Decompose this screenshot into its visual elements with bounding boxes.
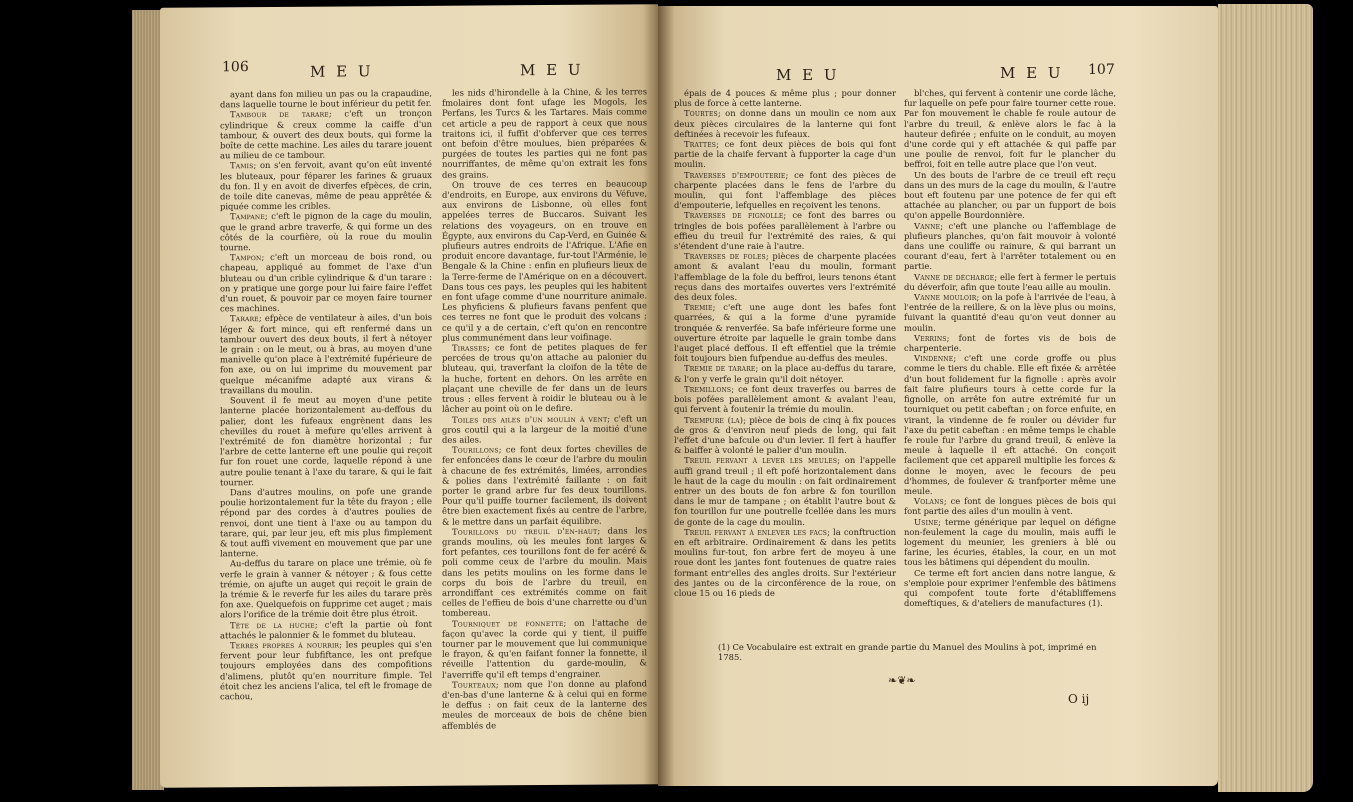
entry-term: Vanne de décharge bbox=[914, 271, 995, 282]
entry bbox=[220, 159, 432, 211]
running-head-left: M E U bbox=[310, 62, 374, 81]
entry-text: Un des bouts de l'arbre de ce treuil eft reçu dans un des murs de la cage du moulin, & l'autre bout eft foutenu par une potence de fer qui eft attachée au plancher, ou par un fupport de bois qu'on appelle Bourdonnière. bbox=[904, 169, 1116, 221]
left-column-1 bbox=[220, 88, 432, 709]
entry bbox=[442, 617, 647, 680]
entry-term: Trattes bbox=[684, 139, 717, 150]
entry-text: ; c'eft une planche ou l'affemblage de plufieurs planches, qu'on fait mouvoir à volonté dans une couliffe ou rainure, & qui barrant un courant d'eau, fert à l'arrêter totalement ou en partie. bbox=[904, 220, 1116, 272]
page-edges bbox=[1218, 4, 1313, 792]
entry bbox=[220, 557, 432, 620]
entry-text: ; les peuples qui s'en fervent pour leur fubfiftance, les ont prefque toujours employées dans des compofitions d'alimens, plutôt qu'en nourriture fimple. Tel étoit chez les anciens l'alica, tel eft le fromage de cachou, bbox=[220, 638, 432, 702]
entry bbox=[674, 170, 896, 211]
entry-text: ; dans les grands moulins, où les meules font larges & fort pefantes, ces tourillons font de fer acéré & poli comme ceux de l'arbre du moulin. Mais dans les petits moulins on les forme dans le corps du bois de l'arbre du treuil, en arrondiffant ces extrémités comme on fait celles de l'effieu de bois d'une charrette ou d'un tombereau. bbox=[442, 525, 648, 619]
page-number: 107 bbox=[1088, 62, 1115, 78]
entry-text: ; pièce de bois de cinq à fix pouces de gros & d'environ neuf pieds de long, qui fait l'effet d'une bafcule ou d'un levier. Il fert à hauffer & baiffer à volonté le palier d'un moulin. bbox=[674, 414, 896, 456]
entry bbox=[904, 568, 1116, 609]
entry-term: Tarare bbox=[230, 313, 259, 324]
entry bbox=[674, 415, 896, 456]
entry-term: Vanne bbox=[914, 220, 941, 231]
entry-text: ; c'eft le pignon de la cage du moulin, que le grand arbre traverfe, & qui forme un des côtés de la courfière, où la roue du moulin tourne. bbox=[220, 210, 432, 253]
entry-text: ; font de fortes vis de bois de charpenterie. bbox=[904, 332, 1116, 354]
entry bbox=[674, 88, 896, 108]
entry-term: Tamis bbox=[230, 160, 254, 171]
entry bbox=[904, 170, 1116, 221]
entry-text: ; c'eft un tronçon cylindrique & creux comme la caiffe d'un tambour, & ouvert des deux bouts, qui forme la boîte de cette machine. Les ailes du tarare jouent au milieu de ce tambour. bbox=[220, 108, 432, 161]
entry-text: ; on la pofe à l'arrivée de l'eau, à l'entrée de la reillere, & on la lève plus ou moins, fuivant la quantité d'eau qu'on veut donner au moulin. bbox=[904, 292, 1116, 333]
page-number: 106 bbox=[222, 59, 249, 76]
entry bbox=[220, 394, 432, 487]
entry-text: Dans d'autres moulins, on pofe une grande poulie horizontalement fur la tête du frayon ; elle répond par des cordes à d'autres poulies de renvoi, dont une tient à l'axe ou au tampon du tarare, qui, par leur jeu, eft mis plus fimplement & tout auffi vivement en mouvement que par une lanterne. bbox=[220, 485, 432, 559]
entry-text: Au-deffus du tarare on place une trémie, où fe verfe le grain à vanner & nétoyer ; & fous cette trémie, on ajufte un auget qui reçoit le grain de la trémie & le reverfe fur les ailes du tarare près fon axe. Quelquefois on fupprime cet auget ; mais alors l'orifice de la trémie doit être plus étroit. bbox=[220, 557, 432, 620]
running-head-left: M E U bbox=[776, 66, 840, 84]
entry-text: ayant dans fon milieu un pas ou la crapaudine, dans laquelle tourne le bout inférieur du petit fer. bbox=[220, 87, 432, 110]
entry bbox=[904, 496, 1116, 516]
entry-text: ; ce font des barres ou tringles de bois pofées parallèlement à l'arbre ou effieu du treuil fur l'extrémité des raies, & qui s'étendent d'une raie à l'autre. bbox=[674, 210, 896, 252]
entry bbox=[904, 88, 1116, 170]
entry-term: Tremie de tarare bbox=[684, 363, 756, 374]
entry-term: Volans bbox=[914, 496, 944, 507]
entry-text: ; elle fert à fermer le pertuis du déverfoir, afin que toute l'eau aille au moulin. bbox=[904, 271, 1116, 292]
entry-text: ; c'eft une auge dont les bafes font quarrées, & qui a la forme d'une pyramide tronquée & renverfée. Sa bafe inférieure forme une ouverture étroite par laquelle le grain tombe dans l'auget placé deffous. Il eft effentiel que la trémie foit toujours bien fufpendue au-deffus des meules. bbox=[674, 302, 896, 364]
entry-term: Tampane bbox=[230, 211, 265, 222]
entry bbox=[904, 517, 1116, 568]
entry-text: ; ce font des pièces de charpente placées dans le fens de l'arbre du moulin, qui font l'affemblage des pièces d'empouterie, lefquelles en reçoivent les tenons. bbox=[674, 169, 896, 211]
entry-text: Souvent il fe meut au moyen d'une petite lanterne placée horizontalement au-deffous du palier, dont les fufeaux engrènent dans les chevilles du rouet à mefure qu'elles arrivent à l'extrémité de fon diamètre horizontal ; fur l'arbre de cette lanterne eft une poulie qui reçoit fur fon rouet une corde, laquelle répond à une autre poulie tenant à l'axe du tarare, & qui le fait tourner. bbox=[220, 393, 432, 488]
entry-text: ; on l'attache de façon qu'avec la corde qui y tient, il puiffe tourner par le mouvement que lui communique le frayon, & qu'en faifant fonner la fonnette, il réveille l'attention du garde-moulin, & l'averriffe qu'il eft temps d'engrainer. bbox=[442, 616, 647, 680]
entry-term: Tourteaux bbox=[452, 679, 496, 690]
entry-term: Tourtes bbox=[684, 108, 718, 119]
entry-term: Tirasses bbox=[452, 342, 488, 353]
entry-text: ; nom que l'on donne au plafond d'en-bas d'une lanterne & à celui qui en forme le deffus : on fait ceux de la lanterne des meules de morceaux de bois de chêne bien affemblés de bbox=[442, 678, 647, 731]
entry bbox=[674, 527, 896, 598]
entry-text: ; on l'appelle auffi grand treuil ; il eft pofé horizontalement dans le haut de la cage du moulin : on fait ordinairement entrer un des bouts de fon arbre & fon tourillon dans le mur de tampane ; on établit l'autre bout & fon tourillon fur une poutrelle fcellée dans les murs de gonte de la cage du moulin. bbox=[674, 455, 896, 527]
entry-text: ; ce font de longues pièces de bois qui font partie des ailes d'un moulin à vent. bbox=[904, 496, 1116, 517]
entry-text: Ce terme eft fort ancien dans notre langue, & s'emploie pour exprimer l'enfemble des bâtimens qui compofent toute forte d'établiffemens domeftiques, & d'ateliers de manufactures (1). bbox=[904, 567, 1116, 609]
running-head-right: M E U bbox=[1000, 64, 1064, 82]
entry-text: bl'ches, qui fervent à contenir une corde lâche, fur laquelle on pefe pour faire tourner cette roue. Par fon mouvement le chable fe roule autour de l'arbre du treuil, & enlève alors le fac à la hauteur defirée ; enfuite on le conduit, au moyen d'une corde qui y eft attachée & qui paffe par une poulie de renvoi, foit fur le plancher du beffroi, foit en telle autre place que l'on veut. bbox=[904, 88, 1116, 170]
entry bbox=[220, 312, 432, 395]
entry-text: ; la conftruction en eft arbitraire. Ordinairement & dans les petits moulins fur-tout, fon arbre fert de moyeu à une roue dont les jantes font foutenues de quatre raies formant entr'elles des angles droits. Sur l'extérieur des jantes ou de la circonférence de la roue, on cloue 15 ou 16 pieds de bbox=[674, 526, 896, 598]
entry bbox=[220, 210, 432, 252]
right-column-1 bbox=[674, 88, 896, 628]
entry bbox=[674, 363, 896, 383]
entry-text: ; on donne dans un moulin ce nom aux deux pièces circulaires de la lanterne qui font deftinées à recevoir les fufeaux. bbox=[674, 108, 896, 139]
entry-text: ; ce font de petites plaques de fer percées de trous qu'on attache au palonier du bluteau, qui, traverfant la cloifon de la tête de la huche, fortent en dehors. On les arrête en plaçant une cheville de fer dans un de leurs trous : elles fervent à roidir le bluteau ou à le lâcher au point où on le defire. bbox=[442, 341, 647, 415]
entry-text: ; ce font deux fortes chevilles de fer enfoncées dans le cœur de l'arbre du moulin à chacune de fes extrémités, limées, arrondies & polies dans l'extrémité faillante : on fait porter le grand arbre fur fes deux tourillons. Pour qu'il puiffe tourner facilement, ils doivent être bien exactement fixés au centre de l'arbre, & le mettre dans un parfait équilibre. bbox=[442, 443, 647, 527]
entry bbox=[442, 178, 647, 343]
left-column-2 bbox=[442, 86, 648, 731]
entry-text: ; ce font deux traverfes ou barres de bois pofées parallèlement amont & avalant l'eau, qui fervent à foutenir la trémie du moulin. bbox=[674, 383, 896, 415]
entry bbox=[904, 221, 1116, 272]
entry-term: Tambour de tarare bbox=[230, 108, 329, 120]
entry bbox=[904, 353, 1116, 496]
right-page bbox=[658, 6, 1218, 786]
entry-term: Verrins bbox=[914, 332, 947, 343]
entry-text: ; efpèce de ventilateur à ailes, d'un bois léger & fort mince, qui eft renfermé dans un tambour ouvert des deux bouts, il fert à nétoyer le grain : on le meut, ou à bras, au moyen d'une manivelle qu'on place à l'extrémité fupérieure de fon axe, ou on lui imprime du mouvement par quelque mécanifme adapté aux virans & travaillans du moulin. bbox=[220, 312, 432, 396]
entry-text: ; c'eft la partie où font attachés le palonnier & le fommet du bluteau. bbox=[220, 618, 432, 641]
entry-text: ; pièces de charpente placées amont & avalant l'eau du moulin, formant l'affemblage de la fole du beffroi, leurs tenons étant reçus dans des mortaifes ouvertes vers l'extrémité des deux foles. bbox=[674, 251, 897, 303]
entry bbox=[674, 302, 896, 363]
entry bbox=[674, 251, 896, 302]
entry-text: On trouve de ces terres en beaucoup d'endroits, en Europe, aux environs du Véfuve, aux environs de Lisbonne, où elles font appelées terres de Buccaros. Suivant les relations des voyageurs, on en trouve en Égypte, aux environs du Cap-Verd, en Guinée & plufieurs autres endroits de l'Afrique. L'Afie en produit encore davantage, fur-tout l'Arménie, le Bengale & la Chine : enfin en plufieurs lieux de la Terre-ferme de l'Amérique on en a découvert. Dans tous ces pays, les peuples qui les habitent en font ufage comme d'une nourriture animale. Les phyficiens & plufieurs favans penfent que ces terres ne font que le produit des volcans ; ce qu'il y a de certain, c'eft qu'on en rencontre plus communément dans leur voifinage. bbox=[442, 178, 647, 343]
entry bbox=[442, 525, 647, 618]
entry-term: Tremie bbox=[684, 302, 713, 313]
left-page bbox=[160, 4, 658, 787]
entry-text: ; c'eft une corde groffe ou plus comme le tiers du chable. Elle eft fixée & arrêtée d'un bout folidement fur la fignolle : après avoir fait faire plufieurs tours à cette corde fur la fignolle, on arrête fon autre extrémité fur un tourniquet ou petit cabeftan ; on force enfuite, en virant, la vindenne de fe rouler ou dévider fur l'axe du petit cabeftan : en même temps le chable fe roule fur l'arbre du grand treuil, & enlève la meule à laquelle il eft attaché. On conçoit facilement que cet appareil multiplie les forces & donne le moyen, avec le fecours de peu d'hommes, de foulever & tranfporter même une meule. bbox=[904, 353, 1116, 496]
entry bbox=[442, 678, 647, 730]
entry bbox=[442, 86, 647, 179]
entry-term: Vindenne bbox=[914, 353, 954, 364]
footnote: (1) Ce Vocabulaire est extrait en grande partie du Manuel des Moulins à pot, imprimé en 1785. bbox=[718, 642, 1097, 662]
entry-term: Tourillons du treuil d'en-haut bbox=[452, 525, 598, 537]
entry-term: Toiles des ailes d'un moulin à vent bbox=[452, 413, 608, 425]
entry-term: Treuil fervant à enlever les facs bbox=[684, 526, 828, 537]
entry bbox=[674, 384, 896, 415]
entry-term: Usine bbox=[914, 516, 939, 527]
entry-term: Traverses d'empouterie bbox=[684, 169, 786, 180]
entry-term: Tête de la huche bbox=[230, 619, 315, 630]
entry-text: ; c'eft un gros coutil qui a la largeur de la moitié d'une des ailes. bbox=[442, 412, 647, 445]
signature-mark: O ij bbox=[1068, 692, 1090, 706]
entry bbox=[220, 486, 432, 559]
entry bbox=[442, 341, 647, 414]
entry-term: Tremillons bbox=[684, 383, 732, 394]
entry-text: ; on la place au-deffus du tarare, & l'on y verfe le grain qu'il doit nétoyer. bbox=[674, 363, 896, 384]
entry-term: Traverses de fignolle bbox=[684, 210, 784, 221]
entry bbox=[442, 413, 647, 445]
entry bbox=[904, 292, 1116, 333]
entry-term: Tourniquet de fonnette bbox=[452, 617, 564, 629]
entry-term: Traverses de foles bbox=[684, 251, 766, 262]
entry bbox=[904, 333, 1116, 353]
entry-term: Vanne mouloir bbox=[914, 292, 977, 303]
entry bbox=[904, 272, 1116, 292]
right-column-2 bbox=[904, 88, 1116, 648]
entry bbox=[674, 210, 896, 251]
entry-term: Terres propres à nourrir bbox=[230, 639, 340, 651]
entry bbox=[220, 108, 432, 160]
entry bbox=[220, 251, 432, 314]
entry-text: ; terme générique par lequel on défigne non-feulement la cage du moulin, mais auffi le logement du meunier, les greniers à blé ou farine, les écuries, étables, la cour, en un mot tous les bâtimens qui dépendent du moulin. bbox=[904, 516, 1116, 568]
ornament: ❧❦❧ bbox=[888, 674, 916, 687]
entry bbox=[674, 108, 896, 139]
entry bbox=[442, 443, 647, 526]
running-head-right: M E U bbox=[520, 60, 584, 80]
entry-term: Trempure (la) bbox=[684, 414, 744, 425]
entry-text: ; ce font deux pièces de bois qui font partie de la chaife fervant à fupporter la cage d'un moulin. bbox=[674, 139, 896, 170]
entry-text: ; c'eft un morceau de bois rond, ou chapeau, appliqué au fommet de l'axe d'un bluteau ou d'un crible cylindrique & d'un tarare : on y pratique une gorge pour lui faire faire l'effet d'un rouet, & pouvoir par ce moyen faire tourner ces machines. bbox=[220, 251, 432, 314]
entry-term: Treuil fervant à lever les meules bbox=[684, 455, 838, 466]
entry-term: Tourillons bbox=[452, 444, 499, 455]
entry-text: ; on s'en fervoit, avant qu'on eût inventé les bluteaux, pour féparer les farines & gruaux du fon. Il y en avoit de diverfes efpèces, de crin, de toile dite canevas, même de peau apprêtée & piquée comme les cribles. bbox=[220, 159, 432, 212]
entry bbox=[674, 455, 896, 526]
entry bbox=[220, 88, 432, 110]
entry-text: épais de 4 pouces & même plus ; pour donner plus de force à cette lanterne. bbox=[674, 88, 896, 109]
entry bbox=[220, 639, 432, 702]
entry bbox=[674, 139, 896, 170]
entry-term: Tampon bbox=[230, 252, 262, 263]
entry bbox=[220, 618, 432, 640]
entry-text: les nids d'hirondelle à la Chine, & les terres fmolaires dont font ufage les Mogols, les Perfans, les Turcs & les Tartares. Mais comme cet article a peu de rapport à ceux que nous traitons ici, il fuffit d'obferver que ces terres ont befoin d'être moulues, bien préparées & purgées de toutes les parties qui ne font pas nourriffantes, de même qu'on extrait les fons des grains. bbox=[442, 86, 647, 180]
